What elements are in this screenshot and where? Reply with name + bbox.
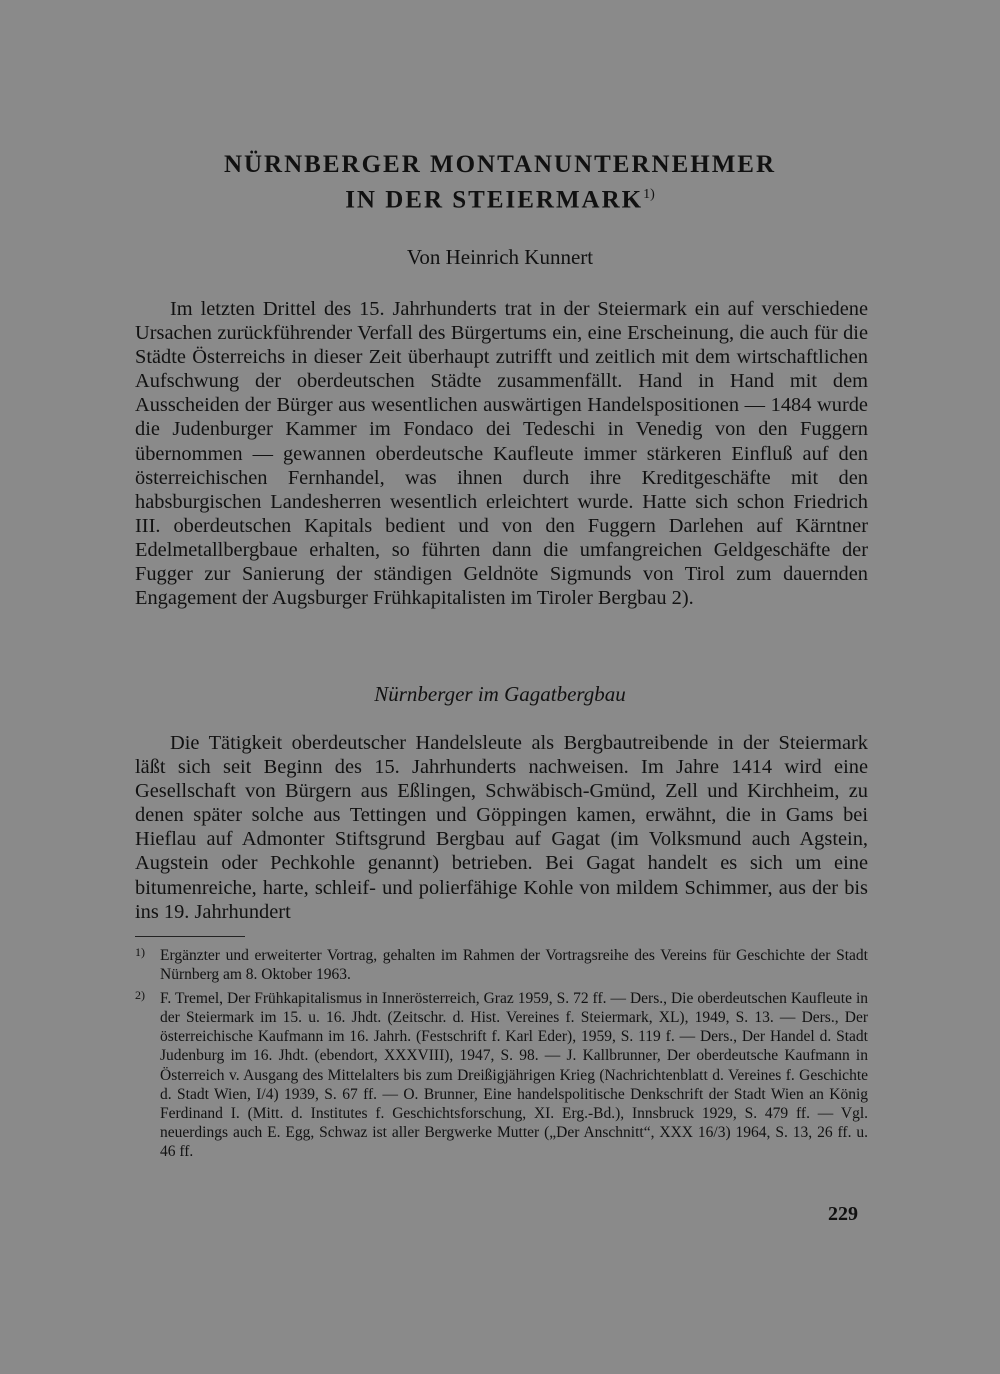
- footnote-2-marker: 2): [135, 988, 145, 1003]
- title-line-1: NÜRNBERGER MONTANUNTERNEHMER: [223, 151, 777, 178]
- footnote-1: [135, 946, 868, 984]
- footnote-1-marker: 1): [135, 945, 145, 959]
- footnote-2-text: F. Tremel, Der Frühkapitalismus in Innerösterreich, Graz 1959, S. 72 ff. — Ders., Die oberdeutschen Kaufleute in der Steiermark im 15. u. 16. Jhdt. (Zeitschr. d. Hist. Vereines f. Steiermark, XL), 1949, S. 13. — Ders., Der österreichische Kaufmann im 16. Jahrh. (Festschrift f. Karl Eder), 1959, S. 119 f. — Ders., Der Handel d. Stadt Judenburg im 16. Jhdt. (ebendort, XXXVIII), 1947, S. 98. — J. Kallbrunner, Der oberdeutsche Kaufmann in Österreich v. Ausgang des Mittelalters bis zum Dreißigjährigen Krieg (Nachrichtenblatt d. Vereines f. Geschichte d. Stadt Wien, I/4) 1939, S. 67 ff. — O. Brunner, Eine handelspolitische Denkschrift der Stadt Wien an König Ferdinand I. (Mitt. d. Institutes f. Geschichtsforschung, XI. Erg.-Bd.), Innsbruck 1929, S. 479 ff. — Vgl. neuerdings auch E. Egg, Schwaz ist aller Bergwerke Mutter („Der Anschnitt“, XXX 16/3) 1964, S. 13, 26 ff. u. 46 ff.: [160, 990, 868, 1160]
- footnote-divider: [135, 936, 245, 937]
- title-footnote-marker[interactable]: 1): [643, 187, 655, 202]
- article-title: [0, 150, 1000, 215]
- footnotes: [135, 946, 868, 1166]
- title-line-2-text: IN DER STEIERMARK: [345, 186, 644, 214]
- title-line-2: [0, 180, 1000, 215]
- footnote-1-text: Ergänzter und erweiterter Vortrag, gehalten im Rahmen der Vortragsreihe des Vereins für Geschichte der Stadt Nürnberg am 8. Oktober 1963.: [160, 947, 868, 984]
- footnote-2: [135, 989, 868, 1161]
- paragraph-2: Die Tätigkeit oberdeutscher Handelsleute als Bergbautreibende in der Steiermark läßt sich seit Beginn des 15. Jahrhunderts nachweisen. Im Jahre 1414 wird eine Gesellschaft von Bürgern aus Eßlingen, Schwäbisch-Gmünd, Zell und Kirchheim, zu denen später solche aus Tettingen und Göppingen kamen, erwähnt, die in Gams bei Hieflau auf Admonter Stiftsgrund Bergbau auf Gagat (im Volksmund auch Agstein, Augstein oder Pechkohle genannt) betrieben. Bei Gagat handelt es sich um eine bitumenreiche, harte, schleif- und polierfähige Kohle von mildem Schimmer, aus der bis ins 19. Jahrhundert: [135, 732, 868, 923]
- paragraph-1: Im letzten Drittel des 15. Jahrhunderts trat in der Steiermark ein auf verschiedene Ursachen zurückführender Verfall des Bürgertums ein, eine Erscheinung, die auch für die Städte Österreichs in dieser Zeit überhaupt zutrifft und zeitlich mit dem wirtschaftlichen Aufschwung der oberdeutschen Städte zusammenfällt. Hand in Hand mit dem Ausscheiden der Bürger aus wesentlichen auswärtigen Handelspositionen — 1484 wurde die Judenburger Kammer im Fondaco dei Tedeschi in Venedig von den Fuggern übernommen — gewannen oberdeutsche Kaufleute immer stärkeren Einfluß auf den österreichischen Fernhandel, was ihnen durch ihre Kreditgeschäfte mit den habsburgischen Landesherren wesentlich erleichtert wurde. Hatte sich schon Friedrich III. oberdeutschen Kapitals bedient und von den Fuggern Darlehen auf Kärntner Edelmetallbergbaue erhalten, so führten dann die umfangreichen Geldgeschäfte der Fugger zur Sanierung der ständigen Geldnöte Sigmunds von Tirol zum dauernden Engagement der Augsburger Frühkapitalisten im Tiroler Bergbau 2).: [135, 298, 868, 610]
- author-byline: Von Heinrich Kunnert: [406, 245, 594, 269]
- page-number: 229: [828, 1203, 858, 1225]
- section-heading: Nürnberger im Gagatbergbau: [374, 682, 626, 706]
